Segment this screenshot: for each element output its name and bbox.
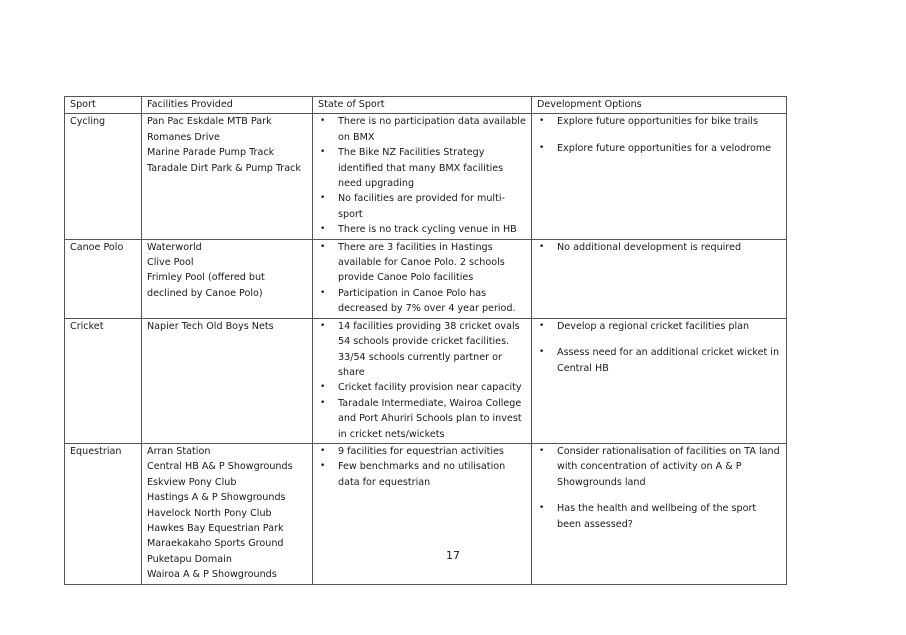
development-item: • Develop a regional cricket facilities plan <box>537 319 782 334</box>
facility-item: Frimley Pool (offered but declined by Canoe Polo) <box>147 272 265 299</box>
development-item: • Assess need for an additional cricket wicket in Central HB <box>537 345 782 376</box>
development-item: • Consider rationalisation of facilities on TA land with concentration of activity on A & P Showgrounds land <box>537 444 782 490</box>
facility-item: Maraekakaho Sports Ground <box>147 538 284 550</box>
facility-item: Wairoa A & P Showgrounds <box>147 569 277 581</box>
development-item: • Has the health and wellbeing of the sport been assessed? <box>537 501 782 532</box>
sport-facilities-table <box>64 96 787 585</box>
facility-item: Napier Tech Old Boys Nets <box>147 320 274 332</box>
state-cell <box>313 443 532 584</box>
development-list <box>537 444 782 532</box>
development-list <box>537 114 782 156</box>
development-cell <box>532 114 787 239</box>
development-cell <box>532 239 787 318</box>
development-item: • Explore future opportunities for a velodrome <box>537 141 782 156</box>
state-list <box>318 444 527 490</box>
sport-cell: Canoe Polo <box>65 239 142 318</box>
development-cell <box>532 443 787 584</box>
table-header-row <box>65 97 787 114</box>
development-list <box>537 319 782 376</box>
state-list <box>318 240 527 317</box>
development-list <box>537 240 782 255</box>
sport-cell: Equestrian <box>65 443 142 584</box>
facilities-cell <box>142 239 313 318</box>
state-cell <box>313 318 532 443</box>
page-number: 17 <box>446 549 460 562</box>
facility-item: Hawkes Bay Equestrian Park <box>147 522 284 534</box>
facility-item: Havelock North Pony Club <box>147 507 272 519</box>
facility-item: Marine Parade Pump Track <box>147 147 275 159</box>
table-row <box>65 318 787 443</box>
state-list <box>318 114 527 237</box>
state-cell <box>313 114 532 239</box>
facilities-cell <box>142 114 313 239</box>
development-cell <box>532 318 787 443</box>
state-item: • There are 3 facilities in Hastings available for Canoe Polo. 2 schools provide Canoe Polo facilities <box>318 240 527 286</box>
state-item: • 9 facilities for equestrian activities <box>318 444 527 459</box>
facility-item: Taradale Dirt Park & Pump Track <box>147 162 301 174</box>
facilities-cell <box>142 443 313 584</box>
sport-cell: Cycling <box>65 114 142 239</box>
state-item: • Participation in Canoe Polo has decreased by 7% over 4 year period. <box>318 286 527 317</box>
header-facilities-provided: Facilities Provided <box>142 97 313 114</box>
table-row <box>65 114 787 239</box>
state-item: • 14 facilities providing 38 cricket ovals 54 schools provide cricket facilities. 33/54 schools currently partner or share <box>318 319 527 381</box>
state-item: • Taradale Intermediate, Wairoa College and Port Ahuriri Schools plan to invest in cricket nets/wickets <box>318 396 527 442</box>
table-row <box>65 239 787 318</box>
sport-cell: Cricket <box>65 318 142 443</box>
facility-item: Hastings A & P Showgrounds <box>147 492 286 504</box>
facility-item: Eskview Pony Club <box>147 476 237 488</box>
state-list <box>318 319 527 442</box>
table-row <box>65 443 787 584</box>
state-item: • The Bike NZ Facilities Strategy identified that many BMX facilities need upgrading <box>318 145 527 191</box>
development-item: • Explore future opportunities for bike trails <box>537 114 782 129</box>
facility-item: Romanes Drive <box>147 131 220 143</box>
state-item: • There is no participation data available on BMX <box>318 114 527 145</box>
state-item: • There is no track cycling venue in HB <box>318 222 527 237</box>
facilities-cell <box>142 318 313 443</box>
facility-item: Waterworld <box>147 241 202 253</box>
facility-item: Arran Station <box>147 445 211 457</box>
facility-item: Central HB A& P Showgrounds <box>147 461 293 473</box>
state-cell <box>313 239 532 318</box>
facility-item: Pan Pac Eskdale MTB Park <box>147 116 272 128</box>
header-state-of-sport: State of Sport <box>313 97 532 114</box>
facility-item: Puketapu Domain <box>147 553 232 565</box>
header-sport: Sport <box>65 97 142 114</box>
state-item: • Cricket facility provision near capacity <box>318 380 527 395</box>
development-item: • No additional development is required <box>537 240 782 255</box>
state-item: • Few benchmarks and no utilisation data for equestrian <box>318 459 527 490</box>
header-development-options: Development Options <box>532 97 787 114</box>
facility-item: Clive Pool <box>147 257 194 269</box>
state-item: • No facilities are provided for multi-sport <box>318 191 527 222</box>
